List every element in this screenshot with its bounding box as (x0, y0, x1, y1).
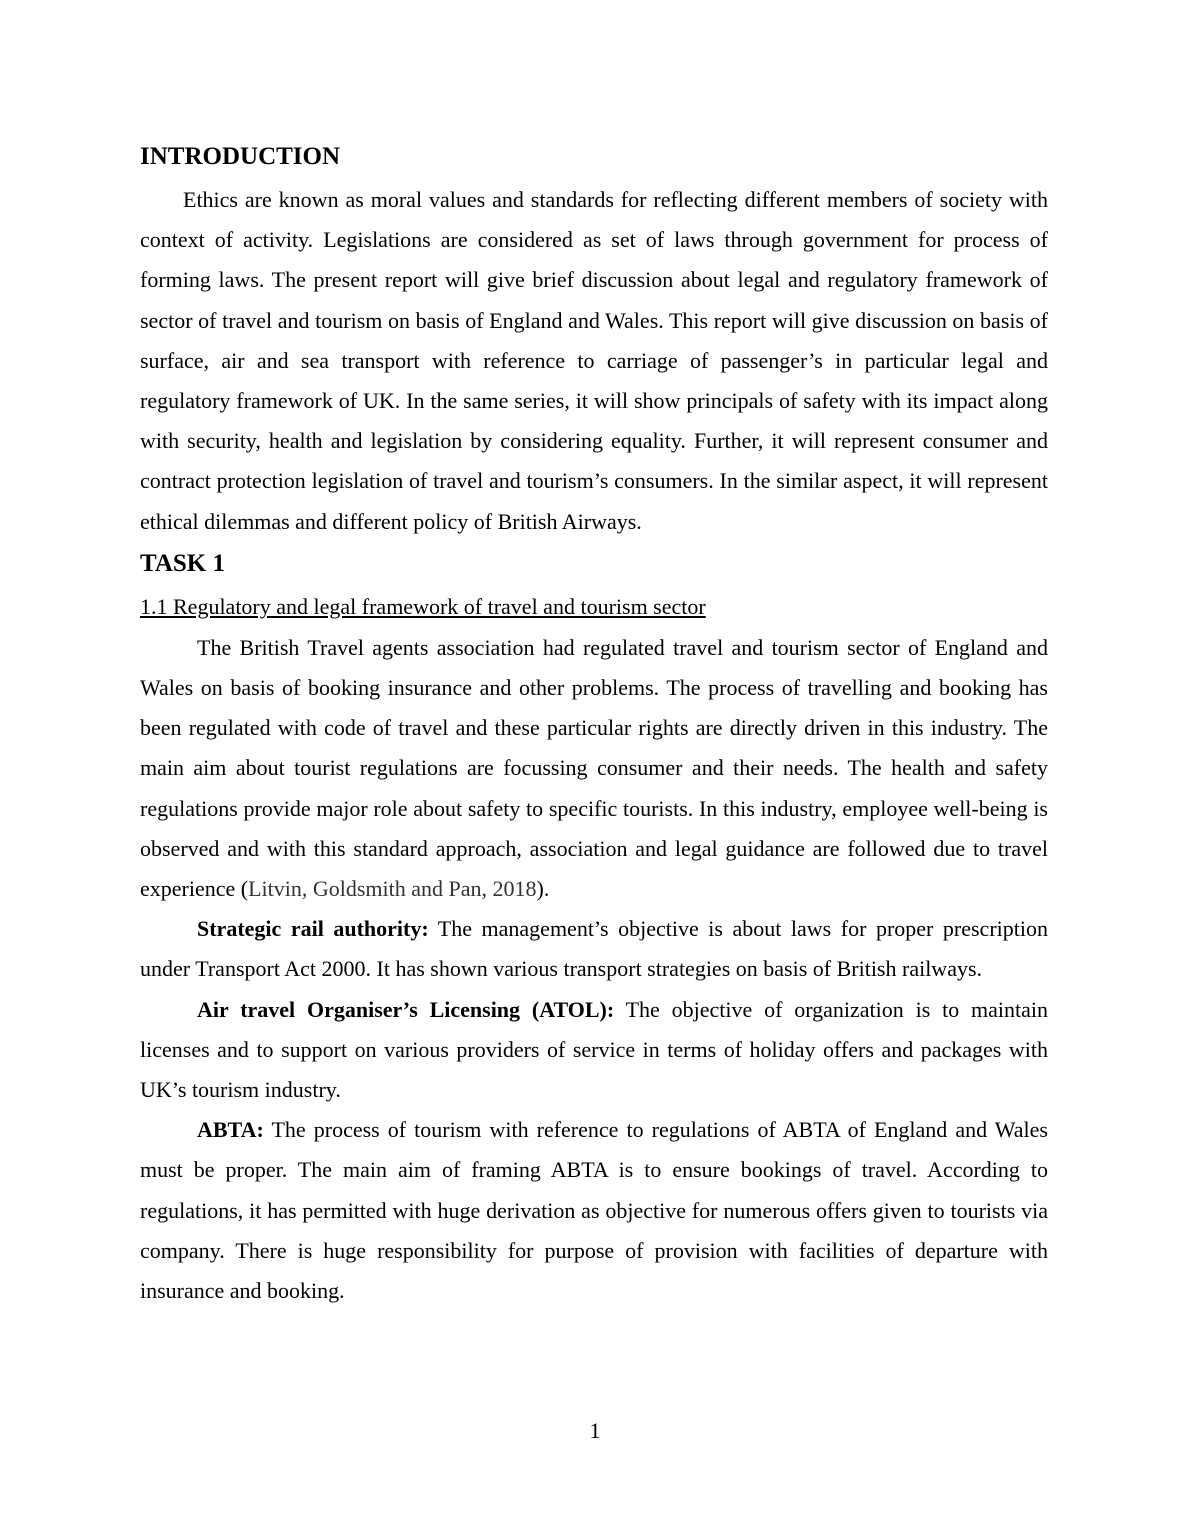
page-number: 1 (589, 1418, 601, 1443)
task1-paragraph (140, 628, 1048, 909)
introduction-paragraph: Ethics are known as moral values and standards for reflecting different members of society with context of activity. Legislations are considered as set of laws through government for process of forming laws. The present report will give brief discussion about legal and regulatory framework of sector of travel and tourism on basis of England and Wales. This report will give discussion on basis of surface, air and sea transport with reference to carriage of passenger’s in particular legal and regulatory framework of UK. In the same series, it will show principals of safety with its impact along with security, health and legislation by considering equality. Further, it will represent consumer and contract protection legislation of travel and tourism’s consumers. In the similar aspect, it will represent ethical dilemmas and different policy of British Airways. (140, 187, 1048, 534)
item-term: ABTA: (197, 1117, 264, 1143)
item-atol (140, 990, 1048, 1111)
item-abta (140, 1110, 1048, 1311)
introduction-heading: INTRODUCTION (140, 143, 341, 170)
citation: Litvin, Goldsmith and Pan, 2018 (248, 876, 537, 902)
item-strategic-rail-authority (140, 909, 1048, 989)
item-text: The process of tourism with reference to regulations of ABTA of England and Wales must be proper. The main aim of framing ABTA is to ensure bookings of travel. According to regulations, it has permitted with huge derivation as objective for numerous offers given to tourists via company. There is huge responsibility for purpose of provision with facilities of departure with insurance and booking. (140, 1117, 1048, 1304)
item-term: Strategic rail authority: (197, 916, 429, 942)
item-text: The management’s objective is about laws for proper prescription under Transport Act 2000. It has shown various transport strategies on basis of British railways. (140, 916, 1048, 982)
paragraph-text: The British Travel agents association had regulated travel and tourism sector of England and Wales on basis of booking insurance and other problems. The process of travelling and booking has been regulated with code of travel and these particular rights are directly driven in this industry. The main aim about tourist regulations are focussing consumer and their needs. The health and safety regulations provide major role about safety to specific tourists. In this industry, employee well-being is observed and with this standard approach, association and legal guidance are followed due to travel experience ( (140, 634, 1048, 902)
item-text: The objective of organization is to maintain licenses and to support on various providers of service in terms of holiday offers and packages with UK’s tourism industry. (140, 996, 1049, 1103)
section-1-1-subheading: 1.1 Regulatory and legal framework of travel and tourism sector (140, 593, 706, 619)
item-term: Air travel Organiser’s Licensing (ATOL): (197, 996, 615, 1022)
paragraph-end: ). (536, 876, 550, 902)
task1-heading: TASK 1 (140, 549, 225, 577)
page-content (140, 137, 1048, 1311)
